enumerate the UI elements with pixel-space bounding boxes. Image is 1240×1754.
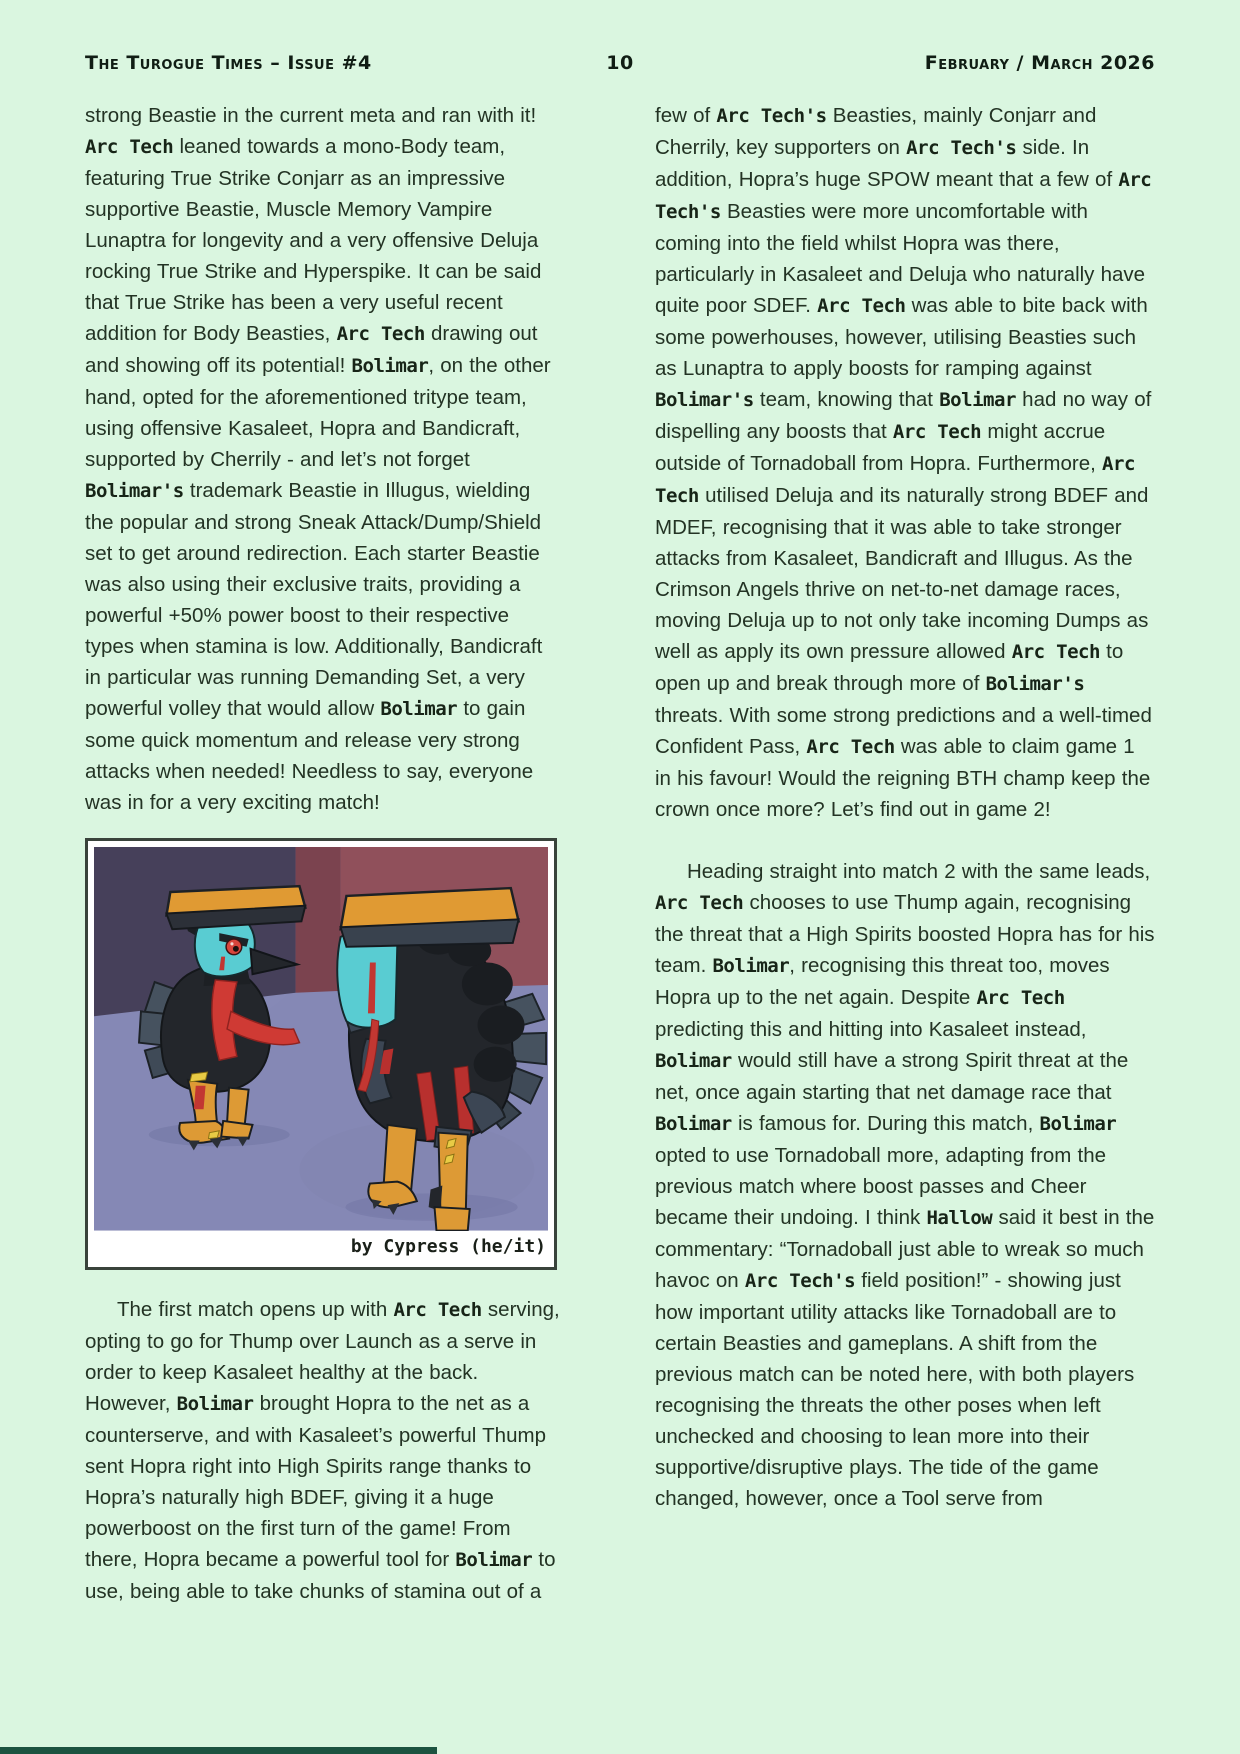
masthead-title: The Turogue Times – Issue #4	[85, 52, 372, 74]
page-number: 10	[606, 52, 634, 74]
paragraph-right-1: few of Arc Tech's Beasties, mainly Conjarr and Cherrily, key supporters on Arc Tech's side. In addition, Hopra’s huge SPOW meant that a few of Arc Tech's Beasties were more uncomfortable with coming into the field whilst Hopra was there, particularly in Kasaleet and Deluja who naturally have quite poor SDEF. Arc Tech was able to bite back with some powerhouses, however, utilising Beasties such as Lunaptra to apply boosts for ramping against Bolimar's team, knowing that Bolimar had no way of dispelling any boosts that Arc Tech might accrue outside of Tornadoball from Hopra. Furthermore, Arc Tech utilised Deluja and its naturally strong BDEF and MDEF, recognising that it was able to take stronger attacks from Kasaleet, Bandicraft and Illugus. As the Crimson Angels thrive on net-to-net damage races, moving Deluja up to not only take incoming Dumps as well as apply its own pressure allowed Arc Tech to open up and break through more of Bolimar's threats. With some strong predictions and a well-timed Confident Pass, Arc Tech was able to claim game 1 in his favour! Would the reigning BTH champ keep the crown once more? Let’s find out in game 2!	[655, 104, 1152, 821]
paragraph-right-2: Heading straight into match 2 with the same leads, Arc Tech chooses to use Thump again, recognising the threat that a High Spirits boosted Hopra has for his team. Bolimar, recognising this threat too, moves Hopra up to the net again. Despite Arc Tech predicting this and hitting into Kasaleet instead, Bolimar would still have a strong Spirit threat at the net, once again starting that net damage race that Bolimar is famous for. During this match, Bolimar opted to use Tornadoball more, adapting from the previous match where boost passes and Cheer became their undoing. I think Hallow said it best in the commentary: “Tornadoball just able to wreak so much havoc on Arc Tech's field position!” - showing just how important utility attacks like Tornadoball are to certain Beasties and gameplans. A shift from the previous match can be noted here, with both players recognising the threats the other poses when left unchecked and choosing to lean more into their supportive/disruptive plays. The tide of the game changed, however, once a Tool serve from	[655, 860, 1155, 1510]
left-column	[85, 100, 563, 1607]
masthead	[0, 0, 1240, 74]
illustration-caption: by Cypress (he/it)	[350, 1236, 546, 1258]
beastie-illustration	[94, 847, 548, 1231]
paragraph-left-2: The first match opens up with Arc Tech serving, opting to go for Thump over Launch as a serve in order to keep Kasaleet healthy at the back. However, Bolimar brought Hopra to the net as a counterserve, and with Kasaleet’s powerful Thump sent Hopra right into High Spirits range thanks to Hopra’s naturally high BDEF, giving it a huge powerboost on the first turn of the game! From there, Hopra became a powerful tool for Bolimar to use, being able to take chunks of stamina out of a	[85, 1297, 560, 1603]
footer-accent-bar	[0, 1747, 437, 1754]
beastie-illustration-frame	[85, 838, 557, 1270]
masthead-date: February / March 2026	[924, 52, 1155, 74]
paragraph-left-1: strong Beastie in the current meta and ran with it! Arc Tech leaned towards a mono-Body team, featuring True Strike Conjarr as an impressive supportive Beastie, Muscle Memory Vampire Lunaptra for longevity and a very offensive Deluja rocking True Strike and Hyperspike. It can be said that True Strike has been a very useful recent addition for Body Beasties, Arc Tech drawing out and showing off its potential! Bolimar, on the other hand, opted for the aforementioned tritype team, using offensive Kasaleet, Hopra and Bandicraft, supported by Cherrily - and let’s not forget Bolimar's trademark Beastie in Illugus, wielding the popular and strong Sneak Attack/Dump/Shield set to get around redirection. Each starter Beastie was also using their exclusive traits, providing a powerful +50% power boost to their respective types when stamina is low. Additionally, Bandicraft in particular was running Demanding Set, a very powerful volley that would allow Bolimar to gain some quick momentum and release very strong attacks when needed! Needless to say, everyone was in for a very exciting match!	[85, 104, 551, 814]
left-badge	[190, 1072, 208, 1082]
article-columns	[0, 74, 1240, 1607]
right-column	[655, 100, 1155, 1607]
